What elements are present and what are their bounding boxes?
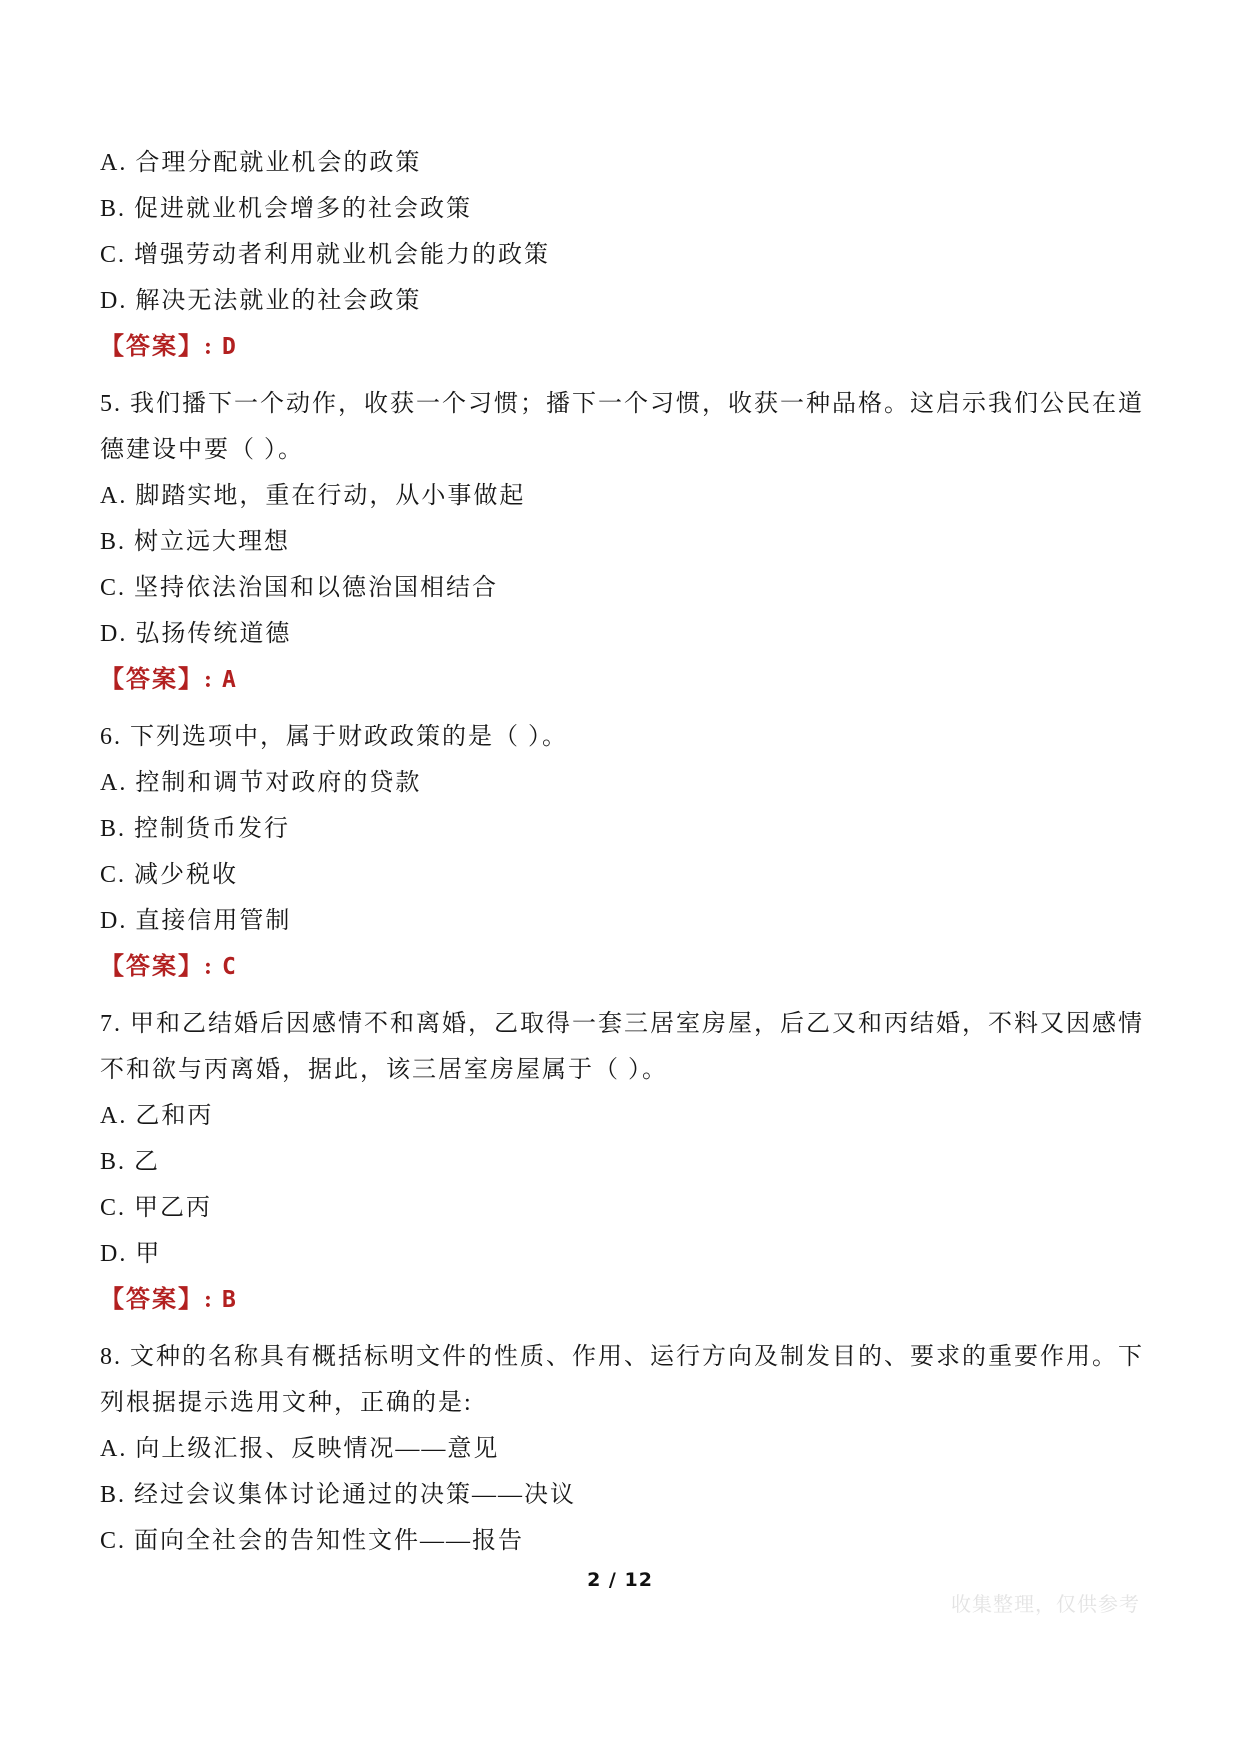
- option-line: C. 增强劳动者利用就业机会能力的政策: [100, 242, 551, 268]
- question-stem: [100, 381, 1145, 473]
- question-stem-line: 5. 我们播下一个动作，收获一个习惯；播下一个习惯，收获一种品格。这启示我们公民在道: [100, 391, 1144, 417]
- option-line: C. 面向全社会的告知性文件——报告: [100, 1528, 525, 1554]
- option-line: D. 直接信用管制: [100, 908, 292, 934]
- answer-line: [100, 657, 1145, 703]
- option-line: B. 树立远大理想: [100, 529, 291, 555]
- question-stem: [100, 714, 1145, 760]
- question-stem-line: 德建设中要（ ）。: [100, 437, 304, 463]
- option-line: D. 弘扬传统道德: [100, 621, 292, 647]
- question-stem-line: 6. 下列选项中，属于财政政策的是（ ）。: [100, 724, 568, 750]
- answer-value: B: [222, 1287, 237, 1313]
- option-line: A. 控制和调节对政府的贷款: [100, 770, 422, 796]
- answer-value: A: [222, 667, 237, 693]
- answer-line: [100, 324, 1145, 370]
- answer-separator: :: [204, 1287, 222, 1313]
- document-body: [100, 140, 1145, 1564]
- option-line: B. 经过会议集体讨论通过的决策——决议: [100, 1482, 577, 1508]
- question-stem-line: 不和欲与丙离婚，据此，该三居室房屋属于（ ）。: [100, 1057, 668, 1083]
- option-line: A. 脚踏实地，重在行动，从小事做起: [100, 483, 526, 509]
- question-stem-line: 8. 文种的名称具有概括标明文件的性质、作用、运行方向及制发目的、要求的重要作用。下: [100, 1344, 1144, 1370]
- answer-separator: :: [204, 334, 222, 360]
- option-line: A. 合理分配就业机会的政策: [100, 150, 422, 176]
- question-stem-line: 7. 甲和乙结婚后因感情不和离婚，乙取得一套三居室房屋，后乙又和丙结婚，不料又因感情: [100, 1011, 1144, 1037]
- page-number: 2 / 12: [587, 1569, 653, 1591]
- answer-label: 【答案】: [100, 334, 204, 360]
- option-line: A. 向上级汇报、反映情况——意见: [100, 1436, 500, 1462]
- watermark-text: 收集整理，仅供参考: [951, 1594, 1140, 1616]
- answer-separator: :: [204, 954, 222, 980]
- answer-value: D: [222, 334, 237, 360]
- option-line: C. 减少税收: [100, 862, 239, 888]
- option-line: C. 甲乙丙: [100, 1195, 213, 1221]
- answer-line: [100, 1277, 1145, 1323]
- answer-label: 【答案】: [100, 954, 204, 980]
- option-line: D. 甲: [100, 1241, 162, 1267]
- option-line: B. 促进就业机会增多的社会政策: [100, 196, 473, 222]
- option-line: D. 解决无法就业的社会政策: [100, 288, 422, 314]
- option-line: B. 乙: [100, 1149, 161, 1175]
- option-line: A. 乙和丙: [100, 1103, 214, 1129]
- option-line: B. 控制货币发行: [100, 816, 291, 842]
- question-stem-line: 列根据提示选用文种，正确的是:: [100, 1390, 473, 1416]
- answer-label: 【答案】: [100, 667, 204, 693]
- answer-value: C: [222, 954, 237, 980]
- option-line: C. 坚持依法治国和以德治国相结合: [100, 575, 499, 601]
- question-stem: [100, 1001, 1145, 1093]
- answer-label: 【答案】: [100, 1287, 204, 1313]
- answer-separator: :: [204, 667, 222, 693]
- answer-line: [100, 944, 1145, 990]
- question-stem: [100, 1334, 1145, 1426]
